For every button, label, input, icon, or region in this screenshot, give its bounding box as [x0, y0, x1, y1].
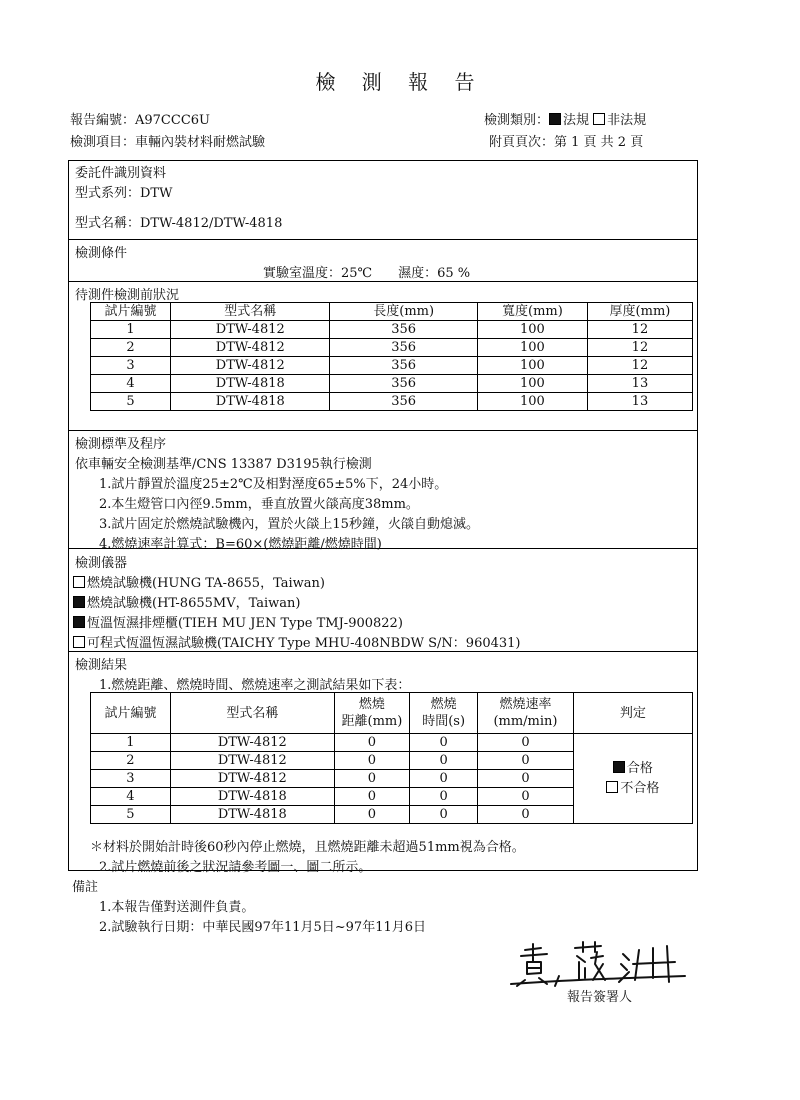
divider	[68, 430, 698, 431]
standard-basis: 依車輛安全檢測基準/CNS 13387 D3195執行檢測	[75, 457, 372, 472]
verdict-pass	[574, 759, 692, 779]
table-row	[91, 393, 693, 411]
conditions-text: 實驗室溫度：25℃ 濕度：65 %	[263, 266, 471, 281]
column-header	[170, 693, 334, 734]
divider	[68, 281, 698, 282]
divider	[68, 651, 698, 652]
checkbox-regulated	[549, 113, 561, 125]
column-header-line: 型式名稱	[226, 705, 279, 721]
table-cell: 1	[91, 321, 171, 339]
column-header	[334, 693, 409, 734]
column-header-line: 燃燒速率	[499, 697, 552, 712]
remark-item: 2.試驗執行日期：中華民國97年11月5日~97年11月6日	[99, 920, 427, 935]
table-cell: 356	[330, 375, 477, 393]
results-table	[90, 692, 693, 824]
instrument-item	[73, 612, 403, 631]
pretest-table	[90, 302, 693, 411]
table-cell: 0	[334, 806, 409, 824]
procedure-step: 2.本生燈管口內徑9.5mm，垂直放置火燄高度38mm。	[99, 497, 419, 512]
unchecked-box-icon	[606, 781, 618, 793]
table-cell: 0	[410, 770, 478, 788]
divider	[68, 239, 698, 240]
remarks-heading: 備註	[72, 880, 99, 895]
table-cell: 0	[334, 752, 409, 770]
checked-box-icon	[73, 596, 85, 608]
table-cell: 0	[410, 788, 478, 806]
procedure-step: 4.燃燒速率計算式：B=60×(燃燒距離/燃燒時間)	[99, 537, 382, 552]
instrument-label: 可程式恆溫恆濕試驗機(TAICHY Type MHU-408NBDW S/N：960431)	[87, 636, 521, 651]
table-cell: DTW-4818	[171, 393, 330, 411]
table-cell: 1	[91, 734, 171, 752]
test-item: 檢測項目：車輛內裝材料耐燃試驗	[70, 135, 266, 150]
conditions-heading: 檢測條件	[75, 246, 128, 261]
table-cell: 4	[91, 375, 171, 393]
table-cell: DTW-4812	[170, 734, 334, 752]
instrument-label: 恆溫恆濕排煙櫃(TIEH MU JEN Type TMJ-900822)	[87, 616, 403, 631]
column-header-line: 時間(s)	[422, 714, 466, 729]
instrument-item	[73, 572, 325, 591]
table-cell: 0	[478, 770, 573, 788]
instrument-item	[73, 632, 521, 651]
column-header: 試片編號	[91, 303, 171, 321]
table-cell: 356	[330, 357, 477, 375]
header-row	[91, 303, 693, 321]
model-series: 型式系列：DTW	[75, 186, 173, 201]
table-cell: 3	[91, 357, 171, 375]
table-cell: 12	[587, 339, 692, 357]
column-header-line: 燃燒	[358, 697, 385, 712]
column-header	[410, 693, 478, 734]
remark-item: 1.本報告僅對送測件負責。	[99, 900, 255, 915]
table-cell: 100	[477, 375, 587, 393]
column-header: 寬度(mm)	[477, 303, 587, 321]
table-cell: DTW-4812	[170, 752, 334, 770]
column-header-line: 判定	[619, 705, 646, 721]
column-header-line: 距離(mm)	[341, 714, 403, 729]
test-category: 檢測類別： 法規 非法規	[484, 113, 647, 128]
table-cell: 100	[477, 393, 587, 411]
table-cell: 2	[91, 752, 171, 770]
table-cell: 13	[587, 393, 692, 411]
pretest-heading: 待測件檢測前狀況	[75, 288, 180, 303]
column-header	[478, 693, 573, 734]
table-cell: DTW-4812	[171, 321, 330, 339]
table-cell: 0	[334, 734, 409, 752]
table-cell: 0	[334, 788, 409, 806]
model-name: 型式名稱：DTW-4812/DTW-4818	[75, 216, 283, 231]
header-row	[91, 693, 693, 734]
verdict-fail	[574, 779, 692, 799]
table-cell: 0	[410, 806, 478, 824]
column-header: 型式名稱	[171, 303, 330, 321]
column-header-line: (mm/min)	[493, 714, 558, 729]
column-header	[91, 693, 171, 734]
unchecked-box-icon	[73, 636, 85, 648]
page-info: 附頁頁次：第 1 頁 共 2 頁	[489, 135, 644, 150]
instrument-label: 燃燒試驗機(HUNG TA-8655，Taiwan)	[87, 576, 325, 591]
column-header-line: 燃燒	[430, 697, 457, 712]
instrument-label: 燃燒試驗機(HT-8655MV，Taiwan)	[87, 596, 301, 611]
table-cell: 12	[587, 357, 692, 375]
table-cell: DTW-4812	[171, 339, 330, 357]
table-cell: 0	[410, 734, 478, 752]
table-cell: 0	[334, 770, 409, 788]
column-header: 長度(mm)	[330, 303, 477, 321]
column-header	[573, 693, 692, 734]
table-cell: 100	[477, 339, 587, 357]
table-row	[91, 375, 693, 393]
instruments-heading: 檢測儀器	[75, 556, 128, 571]
table-cell: 0	[478, 806, 573, 824]
checked-box-icon	[73, 616, 85, 628]
table-cell: DTW-4812	[171, 357, 330, 375]
procedure-step: 3.試片固定於燃燒試驗機內，置於火燄上15秒鐘，火燄自動熄滅。	[99, 517, 479, 532]
table-cell: 13	[587, 375, 692, 393]
standard-heading: 檢測標準及程序	[75, 437, 167, 452]
table-cell: 356	[330, 321, 477, 339]
table-cell: 356	[330, 339, 477, 357]
table-cell: 4	[91, 788, 171, 806]
column-header: 厚度(mm)	[587, 303, 692, 321]
checked-box-icon	[613, 761, 625, 773]
checkbox-non-regulated	[593, 113, 605, 125]
table-cell: 3	[91, 770, 171, 788]
report-number: 報告編號：A97CCC6U	[70, 113, 210, 128]
table-cell: DTW-4812	[170, 770, 334, 788]
document-title: 檢 測 報 告	[315, 70, 485, 94]
table-cell: 5	[91, 393, 171, 411]
table-cell: 0	[478, 734, 573, 752]
table-cell: 356	[330, 393, 477, 411]
procedure-step: 1.試片靜置於溫度25±2℃及相對溼度65±5%下，24小時。	[99, 477, 448, 492]
column-header-line: 試片編號	[104, 705, 157, 721]
table-cell: 12	[587, 321, 692, 339]
signer-label: 報告簽署人	[567, 990, 633, 1005]
results-note: 2.試片燃燒前後之狀況請參考圖一、圖二所示。	[99, 860, 372, 875]
table-row	[91, 339, 693, 357]
table-cell: DTW-4818	[171, 375, 330, 393]
table-cell: 0	[410, 752, 478, 770]
client-heading: 委託件識別資料	[75, 166, 167, 181]
table-cell: 2	[91, 339, 171, 357]
instrument-item	[73, 592, 300, 611]
handwritten-signature	[505, 940, 695, 990]
table-cell: DTW-4818	[170, 806, 334, 824]
verdict-label: 合格	[626, 760, 653, 776]
table-cell: 5	[91, 806, 171, 824]
table-cell: 0	[478, 752, 573, 770]
table-cell: 100	[477, 321, 587, 339]
table-row	[91, 734, 693, 752]
unchecked-box-icon	[73, 576, 85, 588]
table-row	[91, 357, 693, 375]
results-intro: 1.燃燒距離、燃燒時間、燃燒速率之測試結果如下表：	[99, 678, 411, 693]
table-cell: 0	[478, 788, 573, 806]
verdict-label: 不合格	[620, 780, 660, 796]
table-cell: DTW-4818	[170, 788, 334, 806]
verdict-cell	[573, 734, 692, 824]
results-heading: 檢測結果	[75, 658, 128, 673]
table-row	[91, 321, 693, 339]
results-note: ＊材料於開始計時後60秒內停止燃燒，且燃燒距離未超過51mm視為合格。	[90, 840, 525, 855]
table-cell: 100	[477, 357, 587, 375]
